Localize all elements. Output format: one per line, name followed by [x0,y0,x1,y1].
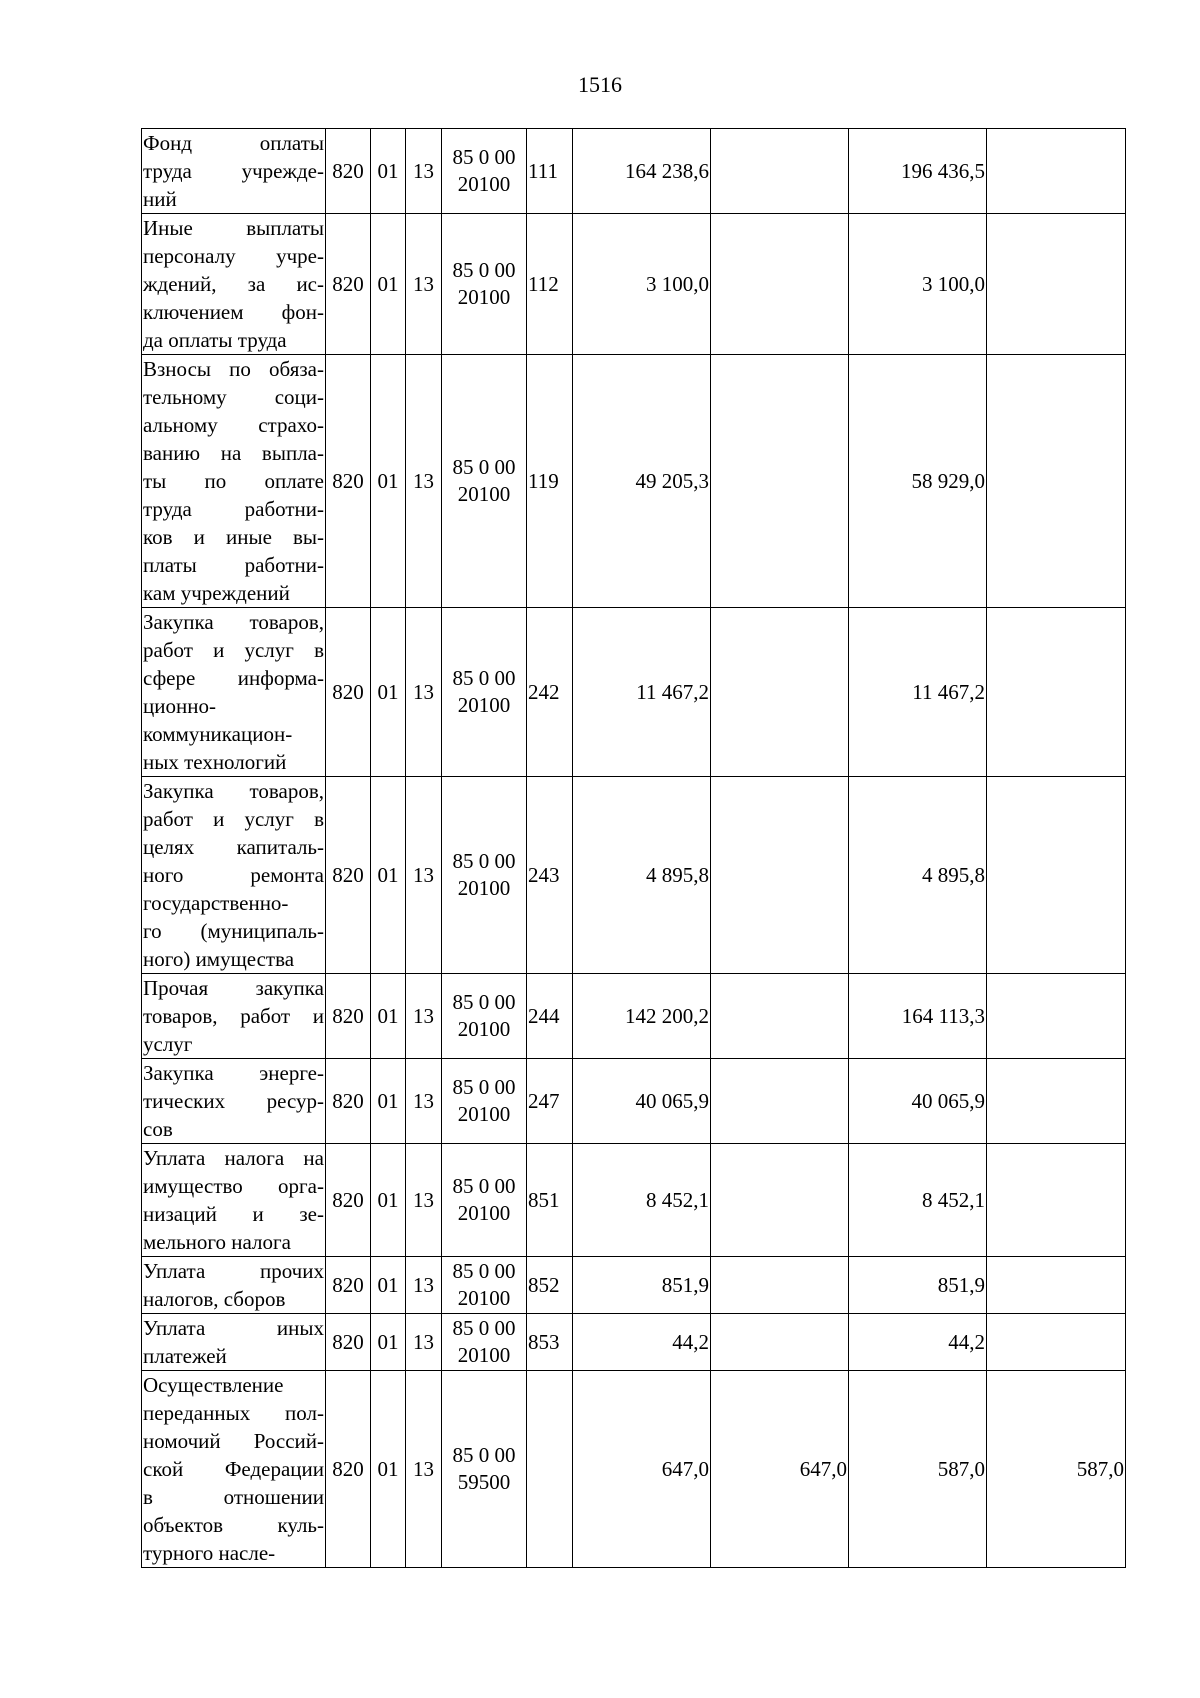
description-line: объектов куль- [143,1513,324,1537]
table-row [142,608,1126,777]
description-line: услуг [143,1032,193,1056]
section-code: 01 [371,1371,406,1568]
amount-year-1-subvention [711,129,849,214]
description-line: ционно- [143,694,216,718]
amount-year-1-subvention [711,214,849,355]
page-number: 1516 [578,72,622,97]
subsection-code: 13 [406,1314,442,1371]
amount-year-2-subvention [987,608,1126,777]
expense-type-code: 247 [527,1059,573,1144]
amount-year-2: 851,9 [849,1257,987,1314]
description-line: да оплаты труда [143,328,287,352]
ministry-code: 820 [326,1314,371,1371]
row-description [142,214,326,355]
description-line: ты по оплате [143,469,324,493]
target-article-line: 85 0 00 [452,990,516,1014]
description-line: переданных пол- [143,1401,324,1425]
table-row [142,1059,1126,1144]
description-line: ской Федерации [143,1457,324,1481]
section-code: 01 [371,1257,406,1314]
amount-year-1-subvention [711,974,849,1059]
amount-year-2-subvention [987,129,1126,214]
expense-type-code: 244 [527,974,573,1059]
target-article-line: 20100 [457,285,511,309]
table-row [142,974,1126,1059]
expense-type-code: 852 [527,1257,573,1314]
target-article-line: 20100 [457,1201,511,1225]
description-line: турного насле- [143,1541,276,1565]
target-article-code [442,1314,527,1371]
description-line: платежей [143,1344,227,1368]
target-article-line: 20100 [457,1102,511,1126]
amount-year-1: 11 467,2 [573,608,711,777]
description-line: низаций и зе- [143,1202,324,1226]
target-article-code [442,1059,527,1144]
table-row [142,777,1126,974]
amount-year-1: 3 100,0 [573,214,711,355]
description-line: в отношении [143,1485,324,1509]
table-row [142,1257,1126,1314]
target-article-line: 85 0 00 [452,1443,516,1467]
description-line: Уплата иных [143,1316,324,1340]
ministry-code: 820 [326,355,371,608]
ministry-code: 820 [326,1144,371,1257]
amount-year-2-subvention [987,355,1126,608]
description-line: Иные выплаты [143,216,324,240]
description-line: коммуникацион- [143,722,293,746]
description-line: труда учрежде- [143,159,324,183]
description-line: ного) имущества [143,947,295,971]
target-article-line: 85 0 00 [452,1075,516,1099]
subsection-code: 13 [406,1059,442,1144]
description-line: ждений, за ис- [143,272,324,296]
description-line: имущество орга- [143,1174,324,1198]
table-row [142,1371,1126,1568]
amount-year-2: 164 113,3 [849,974,987,1059]
section-code: 01 [371,214,406,355]
description-line: Уплата прочих [143,1259,324,1283]
row-description [142,1371,326,1568]
table-row [142,214,1126,355]
amount-year-1-subvention [711,1257,849,1314]
target-article-line: 20100 [457,876,511,900]
amount-year-1: 851,9 [573,1257,711,1314]
description-line: труда работни- [143,497,324,521]
description-line: ного ремонта [143,863,324,887]
target-article-line: 85 0 00 [452,455,516,479]
description-line: го (муниципаль- [143,919,324,943]
amount-year-1-subvention [711,777,849,974]
section-code: 01 [371,608,406,777]
description-line: ключением фон- [143,300,324,324]
expense-type-code: 851 [527,1144,573,1257]
description-line: ных технологий [143,750,287,774]
description-line: номочий Россий- [143,1429,324,1453]
row-description [142,1257,326,1314]
section-code: 01 [371,777,406,974]
amount-year-2: 3 100,0 [849,214,987,355]
subsection-code: 13 [406,608,442,777]
target-article-code [442,1371,527,1568]
amount-year-1: 49 205,3 [573,355,711,608]
amount-year-2: 8 452,1 [849,1144,987,1257]
description-line: ков и иные вы- [143,525,324,549]
amount-year-1-subvention [711,1314,849,1371]
section-code: 01 [371,1059,406,1144]
amount-year-2-subvention [987,1257,1126,1314]
expense-type-code: 112 [527,214,573,355]
amount-year-1-subvention [711,355,849,608]
amount-year-1-subvention [711,1144,849,1257]
expense-type-code [527,1371,573,1568]
amount-year-1-subvention [711,1059,849,1144]
subsection-code: 13 [406,1257,442,1314]
target-article-code [442,355,527,608]
target-article-code [442,777,527,974]
description-line: ний [143,187,177,211]
description-line: Уплата налога на [143,1146,324,1170]
ministry-code: 820 [326,974,371,1059]
target-article-code [442,974,527,1059]
description-line: Закупка товаров, [143,610,324,634]
section-code: 01 [371,355,406,608]
description-line: Осуществление [143,1373,284,1397]
budget-table [141,128,1126,1568]
amount-year-2-subvention [987,1059,1126,1144]
subsection-code: 13 [406,214,442,355]
table-row [142,1144,1126,1257]
target-article-line: 85 0 00 [452,258,516,282]
amount-year-2: 11 467,2 [849,608,987,777]
amount-year-2-subvention: 587,0 [987,1371,1126,1568]
description-line: Взносы по обяза- [143,357,324,381]
amount-year-2: 196 436,5 [849,129,987,214]
target-article-line: 59500 [457,1470,511,1494]
expense-type-code: 853 [527,1314,573,1371]
ministry-code: 820 [326,1257,371,1314]
amount-year-1: 142 200,2 [573,974,711,1059]
ministry-code: 820 [326,1059,371,1144]
row-description [142,355,326,608]
target-article-line: 85 0 00 [452,1316,516,1340]
target-article-code [442,1144,527,1257]
subsection-code: 13 [406,1144,442,1257]
amount-year-1: 40 065,9 [573,1059,711,1144]
ministry-code: 820 [326,1371,371,1568]
target-article-code [442,1257,527,1314]
amount-year-2: 587,0 [849,1371,987,1568]
subsection-code: 13 [406,777,442,974]
subsection-code: 13 [406,1371,442,1568]
ministry-code: 820 [326,129,371,214]
ministry-code: 820 [326,214,371,355]
description-line: Фонд оплаты [143,131,324,155]
amount-year-1: 8 452,1 [573,1144,711,1257]
expense-type-code: 119 [527,355,573,608]
description-line: работ и услуг в [143,638,324,662]
target-article-line: 85 0 00 [452,849,516,873]
description-line: работ и услуг в [143,807,324,831]
target-article-line: 20100 [457,693,511,717]
amount-year-2: 40 065,9 [849,1059,987,1144]
row-description [142,1314,326,1371]
amount-year-1: 164 238,6 [573,129,711,214]
section-code: 01 [371,1144,406,1257]
expense-type-code: 242 [527,608,573,777]
amount-year-2: 4 895,8 [849,777,987,974]
target-article-code [442,608,527,777]
amount-year-2-subvention [987,1144,1126,1257]
table-body [142,129,1126,1568]
description-line: платы работни- [143,553,324,577]
subsection-code: 13 [406,355,442,608]
target-article-line: 85 0 00 [452,666,516,690]
ministry-code: 820 [326,777,371,974]
description-line: государственно- [143,891,289,915]
row-description [142,1144,326,1257]
target-article-code [442,129,527,214]
amount-year-1-subvention [711,608,849,777]
amount-year-2-subvention [987,1314,1126,1371]
description-line: ванию на выпла- [143,441,324,465]
amount-year-2-subvention [987,974,1126,1059]
row-description [142,129,326,214]
description-line: Прочая закупка [143,976,324,1000]
description-line: товаров, работ и [143,1004,324,1028]
description-line: налогов, сборов [143,1287,286,1311]
amount-year-2-subvention [987,777,1126,974]
table-row [142,1314,1126,1371]
description-line: кам учреждений [143,581,290,605]
amount-year-1: 4 895,8 [573,777,711,974]
target-article-line: 85 0 00 [452,145,516,169]
amount-year-1: 44,2 [573,1314,711,1371]
row-description [142,1059,326,1144]
target-article-line: 85 0 00 [452,1174,516,1198]
target-article-line: 20100 [457,172,511,196]
description-line: Закупка энерге- [143,1061,324,1085]
description-line: сов [143,1117,173,1141]
row-description [142,777,326,974]
target-article-line: 85 0 00 [452,1259,516,1283]
target-article-line: 20100 [457,482,511,506]
description-line: тельному соци- [143,385,324,409]
row-description [142,974,326,1059]
amount-year-2: 44,2 [849,1314,987,1371]
target-article-line: 20100 [457,1343,511,1367]
target-article-code [442,214,527,355]
description-line: альному страхо- [143,413,324,437]
subsection-code: 13 [406,974,442,1059]
description-line: Закупка товаров, [143,779,324,803]
description-line: персоналу учре- [143,244,324,268]
amount-year-1: 647,0 [573,1371,711,1568]
expense-type-code: 111 [527,129,573,214]
description-line: целях капиталь- [143,835,324,859]
description-line: сфере информа- [143,666,324,690]
amount-year-1-subvention: 647,0 [711,1371,849,1568]
description-line: мельного налога [143,1230,291,1254]
table-row [142,129,1126,214]
table-row [142,355,1126,608]
section-code: 01 [371,974,406,1059]
row-description [142,608,326,777]
section-code: 01 [371,1314,406,1371]
section-code: 01 [371,129,406,214]
subsection-code: 13 [406,129,442,214]
target-article-line: 20100 [457,1017,511,1041]
description-line: тических ресур- [143,1089,324,1113]
amount-year-2: 58 929,0 [849,355,987,608]
target-article-line: 20100 [457,1286,511,1310]
expense-type-code: 243 [527,777,573,974]
ministry-code: 820 [326,608,371,777]
amount-year-2-subvention [987,214,1126,355]
